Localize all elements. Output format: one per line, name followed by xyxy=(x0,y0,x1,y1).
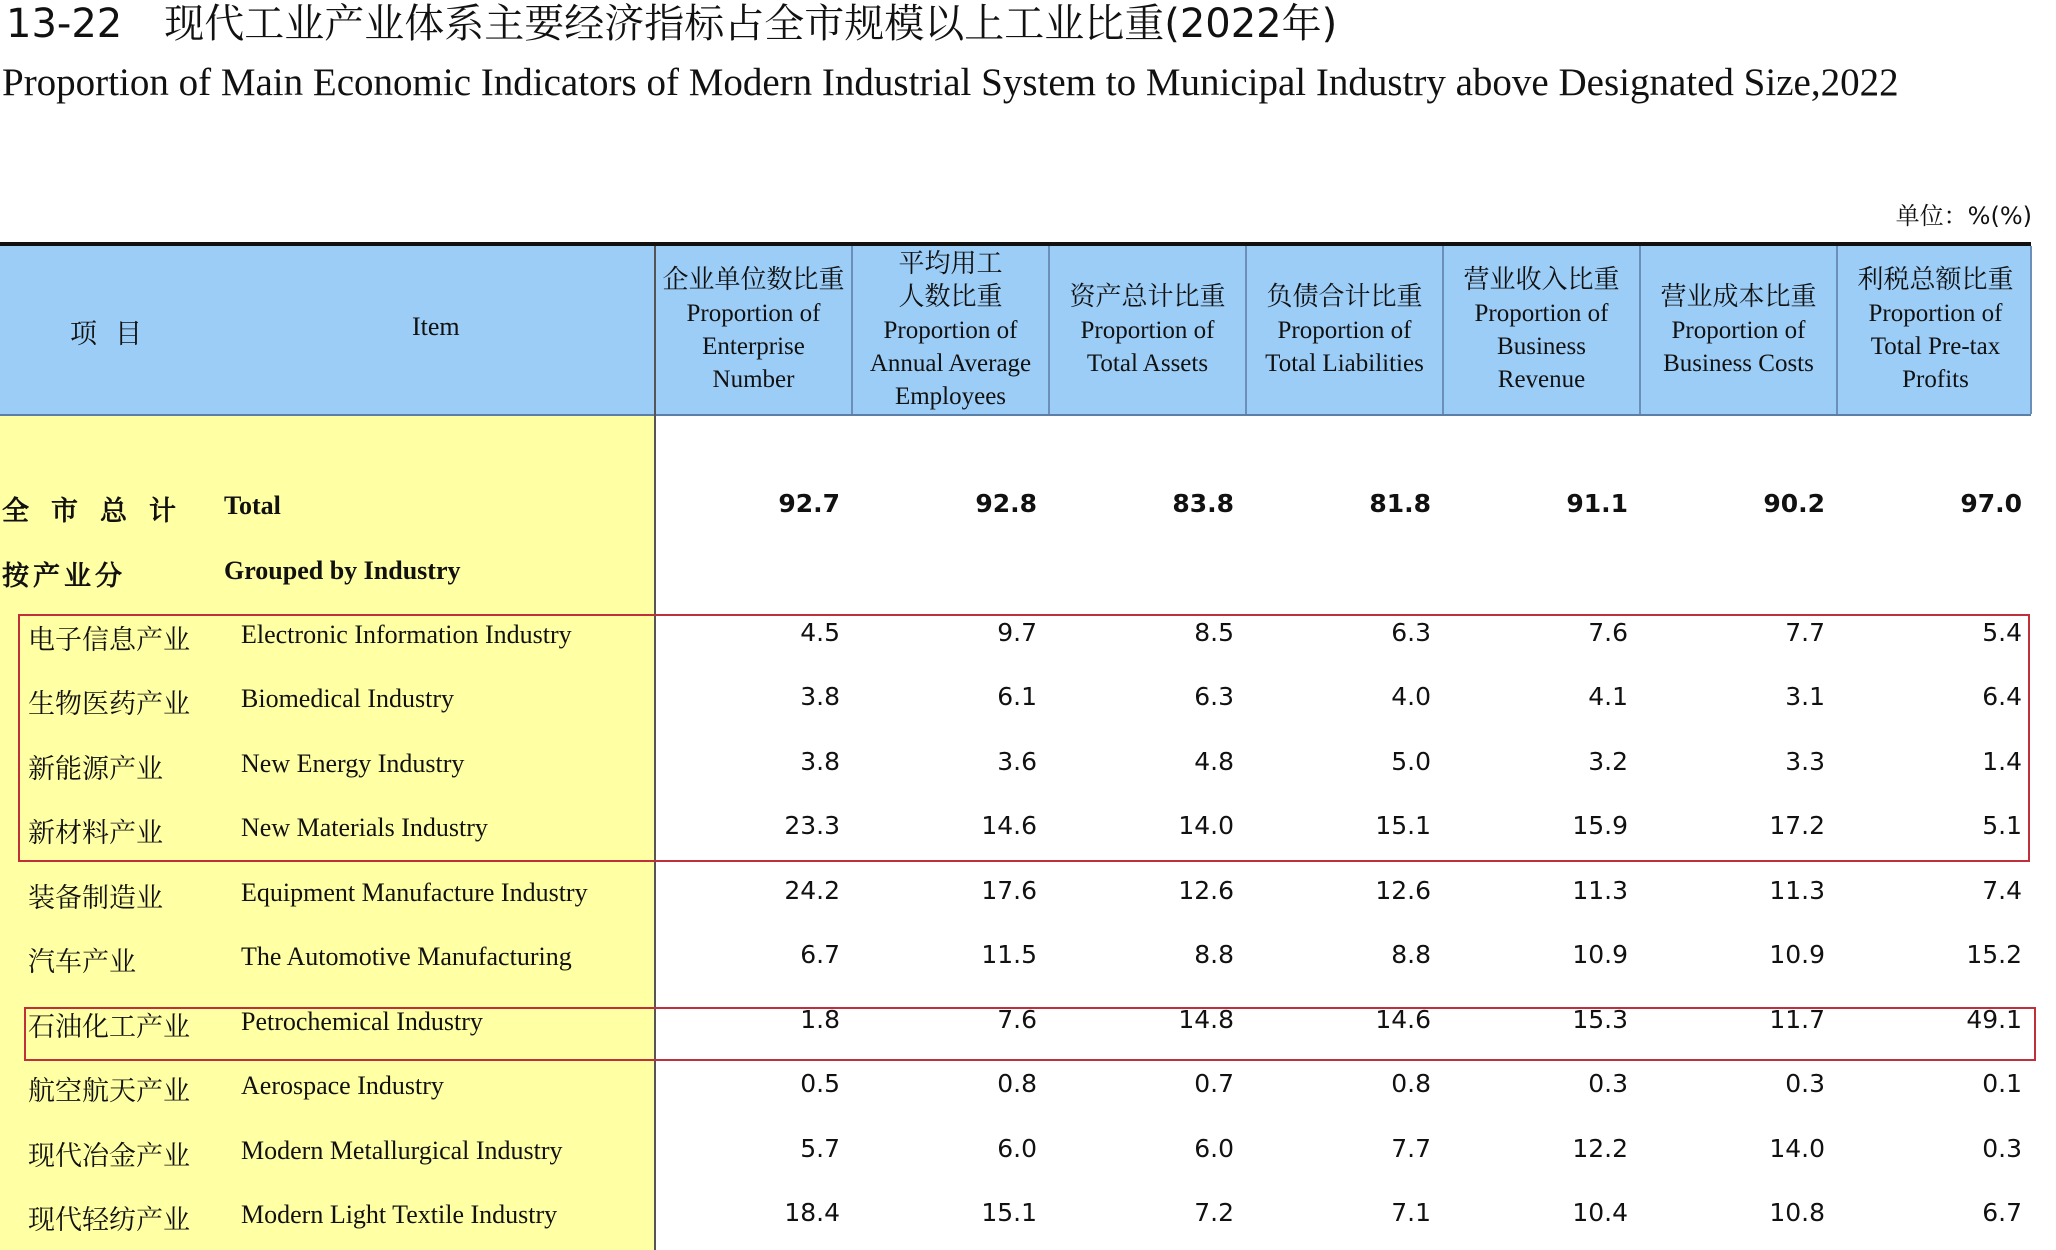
row-label-cn: 石油化工产业 xyxy=(28,1012,190,1043)
table-cell: 7.4 xyxy=(1982,876,2022,905)
table-cell: 83.8 xyxy=(1172,489,1234,518)
table-cell: 0.3 xyxy=(1785,1069,1825,1098)
header-col-en: Enterprise xyxy=(702,333,805,360)
row-label-cn: 按产业分 xyxy=(2,561,126,592)
table-cell: 7.6 xyxy=(997,1005,1037,1034)
table-cell: 5.7 xyxy=(800,1134,840,1163)
row-label-en: Grouped by Industry xyxy=(224,556,461,585)
header-col-en: Business Costs xyxy=(1663,349,1814,377)
table-cell: 3.1 xyxy=(1785,682,1825,711)
row-label-en: Aerospace Industry xyxy=(241,1071,444,1100)
table-cell: 12.2 xyxy=(1572,1134,1628,1163)
table-row xyxy=(0,1186,2031,1250)
data-table xyxy=(0,242,2031,1250)
table-cell: 4.1 xyxy=(1588,682,1628,711)
table-row xyxy=(0,1122,2031,1186)
table-row xyxy=(0,670,2031,734)
header-col-1 xyxy=(655,246,852,414)
table-cell: 3.8 xyxy=(800,682,840,711)
table-row xyxy=(0,606,2031,670)
header-divider xyxy=(1245,246,1247,414)
table-cell: 15.9 xyxy=(1572,811,1628,840)
row-label-en: Total xyxy=(224,491,281,520)
table-number: 13-22 xyxy=(6,1,123,47)
header-col-2 xyxy=(852,246,1049,414)
table-cell: 10.8 xyxy=(1769,1198,1825,1227)
table-cell: 14.8 xyxy=(1178,1005,1234,1034)
header-col-en: Total Assets xyxy=(1086,349,1209,377)
header-col-en: Proportion of xyxy=(1277,316,1412,344)
table-cell: 7.2 xyxy=(1194,1198,1234,1227)
header-col-en: Proportion of xyxy=(883,316,1018,344)
header-col-en: Proportion of xyxy=(686,300,821,327)
header-col-6 xyxy=(1640,246,1837,414)
row-label-cn: 电子信息产业 xyxy=(28,625,190,656)
header-col-en: Proportion of xyxy=(1868,300,2003,327)
table-cell: 23.3 xyxy=(784,811,840,840)
header-item-en: Item xyxy=(412,312,460,341)
table-cell: 4.5 xyxy=(800,618,840,647)
table-cell: 10.4 xyxy=(1572,1198,1628,1227)
table-row xyxy=(0,864,2031,928)
table-cell: 11.7 xyxy=(1769,1005,1825,1034)
table-row xyxy=(0,1057,2031,1121)
header-divider xyxy=(851,246,853,414)
table-cell: 92.7 xyxy=(778,489,840,518)
header-col-en: Total Pre-tax xyxy=(1870,333,2001,360)
table-cell: 12.6 xyxy=(1375,876,1431,905)
row-label-en: Modern Light Textile Industry xyxy=(241,1200,558,1229)
table-cell: 1.4 xyxy=(1982,747,2022,776)
table-cell: 0.8 xyxy=(1391,1069,1431,1098)
row-label-cn: 新能源产业 xyxy=(28,754,163,785)
row-label-en: The Automotive Manufacturing xyxy=(241,942,572,971)
table-cell: 6.0 xyxy=(997,1134,1037,1163)
table-cell: 15.2 xyxy=(1966,940,2022,969)
table-cell: 1.8 xyxy=(800,1005,840,1034)
table-cell: 0.3 xyxy=(1982,1134,2022,1163)
header-col-en: Proportion of xyxy=(1671,316,1806,344)
table-cell: 6.4 xyxy=(1982,682,2022,711)
header-col-en: Profits xyxy=(1902,366,1969,393)
table-cell: 3.8 xyxy=(800,747,840,776)
table-cell: 3.6 xyxy=(997,747,1037,776)
title-cn-text: 现代工业产业体系主要经济指标占全市规模以上工业比重(2022年) xyxy=(164,1,1338,47)
row-label-cn: 航空航天产业 xyxy=(28,1076,190,1107)
header-col-en: Business xyxy=(1497,333,1586,360)
table-cell: 6.0 xyxy=(1194,1134,1234,1163)
table-row xyxy=(0,735,2031,799)
header-item-cn: 项目 xyxy=(70,319,160,350)
table-cell: 8.5 xyxy=(1194,618,1234,647)
table-cell: 5.1 xyxy=(1982,811,2022,840)
row-label-en: New Materials Industry xyxy=(241,813,488,842)
header-col-cn: 负债合计比重 xyxy=(1266,281,1423,312)
row-label-cn: 装备制造业 xyxy=(28,883,163,914)
table-cell: 97.0 xyxy=(1960,489,2022,518)
row-label-cn: 汽车产业 xyxy=(28,947,136,978)
header-col-en: Number xyxy=(712,366,795,393)
table-cell: 5.0 xyxy=(1391,747,1431,776)
table-title-en: Proportion of Main Economic Indicators of Modern Industrial System to Municipal Industry above Designated Size,2022 xyxy=(2,61,1899,104)
table-cell: 3.3 xyxy=(1785,747,1825,776)
table-cell: 18.4 xyxy=(784,1198,840,1227)
row-label-en: Modern Metallurgical Industry xyxy=(241,1136,563,1165)
row-label-en: New Energy Industry xyxy=(241,749,465,778)
table-cell: 49.1 xyxy=(1966,1005,2022,1034)
table-row xyxy=(0,542,2031,606)
table-row xyxy=(0,993,2031,1057)
unit-label: 单位：%(%) xyxy=(1895,202,2032,230)
table-cell: 6.1 xyxy=(997,682,1037,711)
header-col-en: Annual Average xyxy=(869,349,1032,377)
table-cell: 7.6 xyxy=(1588,618,1628,647)
table-cell: 5.4 xyxy=(1982,618,2022,647)
table-cell: 24.2 xyxy=(784,876,840,905)
header-divider xyxy=(1836,246,1838,414)
table-cell: 14.6 xyxy=(1375,1005,1431,1034)
table-cell: 7.1 xyxy=(1391,1198,1431,1227)
table-cell: 15.3 xyxy=(1572,1005,1628,1034)
header-col-cn: 营业收入比重 xyxy=(1463,265,1620,295)
table-cell: 6.7 xyxy=(800,940,840,969)
table-cell: 4.8 xyxy=(1194,747,1234,776)
table-cell: 14.0 xyxy=(1178,811,1234,840)
table-cell: 12.6 xyxy=(1178,876,1234,905)
header-col-en: Employees xyxy=(894,382,1007,410)
table-title-cn xyxy=(6,2,1337,46)
header-col-cn: 利税总额比重 xyxy=(1857,265,2014,295)
table-cell: 90.2 xyxy=(1763,489,1825,518)
table-cell: 10.9 xyxy=(1572,940,1628,969)
header-col-3 xyxy=(1049,246,1246,414)
row-label-en: Electronic Information Industry xyxy=(241,620,572,649)
header-col-en: Revenue xyxy=(1497,366,1586,393)
header-divider xyxy=(1442,246,1444,414)
table-cell: 0.7 xyxy=(1194,1069,1234,1098)
table-cell: 3.2 xyxy=(1588,747,1628,776)
header-col-4 xyxy=(1246,246,1443,414)
row-label-en: Equipment Manufacture Industry xyxy=(241,878,588,907)
table-cell: 91.1 xyxy=(1566,489,1628,518)
table-cell: 14.0 xyxy=(1769,1134,1825,1163)
header-col-cn: 企业单位数比重 xyxy=(662,265,845,295)
table-cell: 6.7 xyxy=(1982,1198,2022,1227)
table-cell: 11.3 xyxy=(1572,876,1628,905)
table-cell: 15.1 xyxy=(1375,811,1431,840)
table-cell: 10.9 xyxy=(1769,940,1825,969)
table-cell: 4.0 xyxy=(1391,682,1431,711)
header-col-cn: 人数比重 xyxy=(898,281,1003,312)
header-col-cn: 平均用工 xyxy=(898,248,1003,279)
header-divider xyxy=(2030,246,2032,414)
header-divider xyxy=(1048,246,1050,414)
table-cell: 14.6 xyxy=(981,811,1037,840)
table-cell: 9.7 xyxy=(997,618,1037,647)
header-col-en: Total Liabilities xyxy=(1265,349,1424,377)
table-cell: 7.7 xyxy=(1391,1134,1431,1163)
table-cell: 0.3 xyxy=(1588,1069,1628,1098)
table-cell: 0.8 xyxy=(997,1069,1037,1098)
table-row xyxy=(0,799,2031,863)
table-cell: 81.8 xyxy=(1369,489,1431,518)
row-label-cn: 新材料产业 xyxy=(28,818,163,849)
table-cell: 7.7 xyxy=(1785,618,1825,647)
header-col-cn: 营业成本比重 xyxy=(1660,281,1817,312)
table-cell: 0.1 xyxy=(1982,1069,2022,1098)
table-row xyxy=(0,477,2031,541)
header-divider xyxy=(1639,246,1641,414)
header-col-en: Proportion of xyxy=(1080,316,1215,344)
table-cell: 17.6 xyxy=(981,876,1037,905)
table-cell: 0.5 xyxy=(800,1069,840,1098)
row-label-cn: 生物医药产业 xyxy=(28,689,190,720)
table-cell: 11.3 xyxy=(1769,876,1825,905)
row-label-en: Petrochemical Industry xyxy=(241,1007,483,1036)
header-col-5 xyxy=(1443,246,1640,414)
header-col-7 xyxy=(1837,246,2034,414)
column-divider xyxy=(654,246,656,1250)
table-cell: 17.2 xyxy=(1769,811,1825,840)
header-col-en: Proportion of xyxy=(1474,300,1609,327)
table-cell: 11.5 xyxy=(981,940,1037,969)
table-cell: 92.8 xyxy=(975,489,1037,518)
row-label-en: Biomedical Industry xyxy=(241,684,455,713)
row-label-cn: 现代轻纺产业 xyxy=(28,1205,190,1236)
table-cell: 6.3 xyxy=(1391,618,1431,647)
table-cell: 8.8 xyxy=(1194,940,1234,969)
row-label-cn: 全市总计 xyxy=(2,496,198,527)
table-cell: 8.8 xyxy=(1391,940,1431,969)
table-row xyxy=(0,928,2031,992)
table-cell: 6.3 xyxy=(1194,682,1234,711)
table-cell: 15.1 xyxy=(981,1198,1037,1227)
row-label-cn: 现代冶金产业 xyxy=(28,1141,190,1172)
header-col-cn: 资产总计比重 xyxy=(1069,281,1226,312)
